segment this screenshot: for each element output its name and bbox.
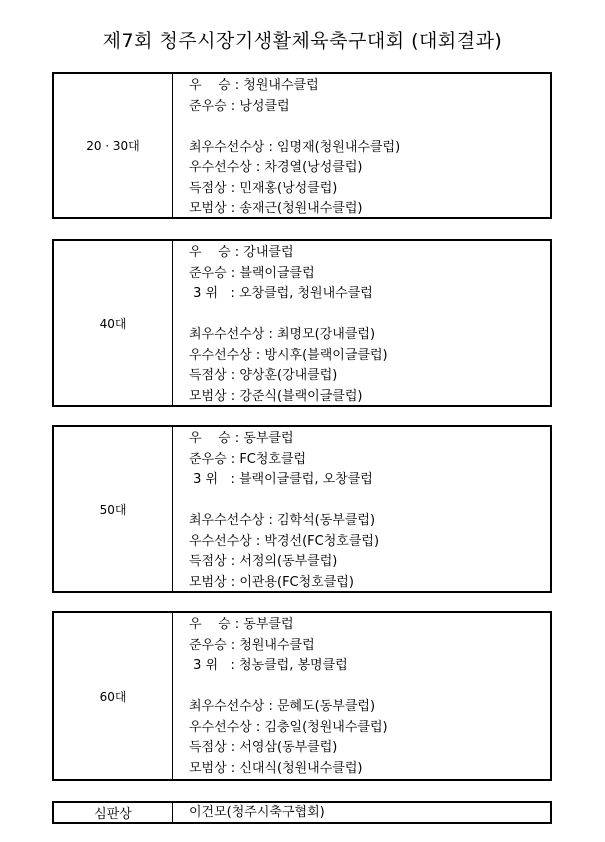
age-group-label: 50대 — [54, 427, 173, 591]
model-player-line: 모범상 : 송재근(청원내수클럽) — [189, 201, 363, 216]
age-group-label: 40대 — [54, 241, 173, 405]
model-player-line: 모범상 : 이관용(FC청호클럽) — [189, 574, 354, 590]
runner-up-line: 준우승 : 낭성클럽 — [189, 98, 290, 114]
result-box-60 — [52, 611, 552, 781]
third-place-line: 3 위 : 블랙이글클럽, 오창클럽 — [189, 472, 373, 487]
model-player-line: 모범상 : 강준식(블랙이글클럽) — [189, 388, 363, 404]
excellent-player-line: 우수선수상 : 방시후(블랙이글클럽) — [189, 347, 388, 363]
winner-line: 우 승 : 청원내수클럽 — [189, 78, 319, 93]
third-place-line: 3 위 : 청농클럽, 봉명클럽 — [189, 658, 348, 673]
result-box-20-30 — [52, 72, 552, 219]
mvp-line: 최우수선수상 : 김학석(동부클럽) — [189, 513, 376, 528]
blank-line — [189, 117, 546, 138]
winner-line: 우 승 : 동부클럽 — [189, 617, 294, 632]
age-group-label: 60대 — [54, 613, 173, 779]
model-player-line: 모범상 : 신대식(청원내수클럽) — [189, 760, 363, 776]
referee-award-lines — [189, 803, 546, 822]
top-scorer-line: 득점상 : 양상훈(강내클럽) — [189, 368, 338, 383]
referee-award-value: 이건모(청주시축구협회) — [189, 805, 325, 820]
result-lines — [189, 243, 546, 407]
top-scorer-line: 득점상 : 서정의(동부클럽) — [189, 554, 338, 569]
excellent-player-line: 우수선수상 : 박경선(FC청호클럽) — [189, 533, 380, 549]
top-scorer-line: 득점상 : 민재홍(낭성클럽) — [189, 180, 338, 196]
blank-line — [189, 491, 546, 512]
blank-line — [189, 305, 546, 326]
mvp-line: 최우수선수상 : 임명재(청원내수클럽) — [189, 139, 401, 155]
runner-up-line: 준우승 : 블랙이글클럽 — [189, 265, 315, 281]
runner-up-line: 준우승 : FC청호클럽 — [189, 451, 307, 467]
mvp-line: 최우수선수상 : 문혜도(동부클럽) — [189, 699, 376, 714]
result-lines — [189, 76, 546, 220]
result-lines — [189, 429, 546, 593]
referee-award-label: 심판상 — [54, 803, 173, 822]
third-place-line: 3 위 : 오창클럽, 청원내수클럽 — [189, 286, 373, 301]
age-group-label: 20 · 30대 — [54, 74, 173, 217]
document-title: 제7회 청주시장기생활체육축구대회 (대회결과) — [102, 30, 503, 52]
blank-line — [189, 677, 546, 698]
runner-up-line: 준우승 : 청원내수클럽 — [189, 637, 315, 653]
winner-line: 우 승 : 강내클럽 — [189, 245, 294, 260]
referee-award-box — [52, 801, 552, 824]
winner-line: 우 승 : 동부클럽 — [189, 431, 294, 446]
top-scorer-line: 득점상 : 서영삼(동부클럽) — [189, 740, 338, 755]
result-box-50 — [52, 425, 552, 593]
excellent-player-line: 우수선수상 : 김충일(청원내수클럽) — [189, 719, 388, 735]
excellent-player-line: 우수선수상 : 차경열(낭성클럽) — [189, 160, 363, 175]
result-lines — [189, 615, 546, 779]
mvp-line: 최우수선수상 : 최명모(강내클럽) — [189, 327, 376, 342]
result-box-40 — [52, 239, 552, 407]
